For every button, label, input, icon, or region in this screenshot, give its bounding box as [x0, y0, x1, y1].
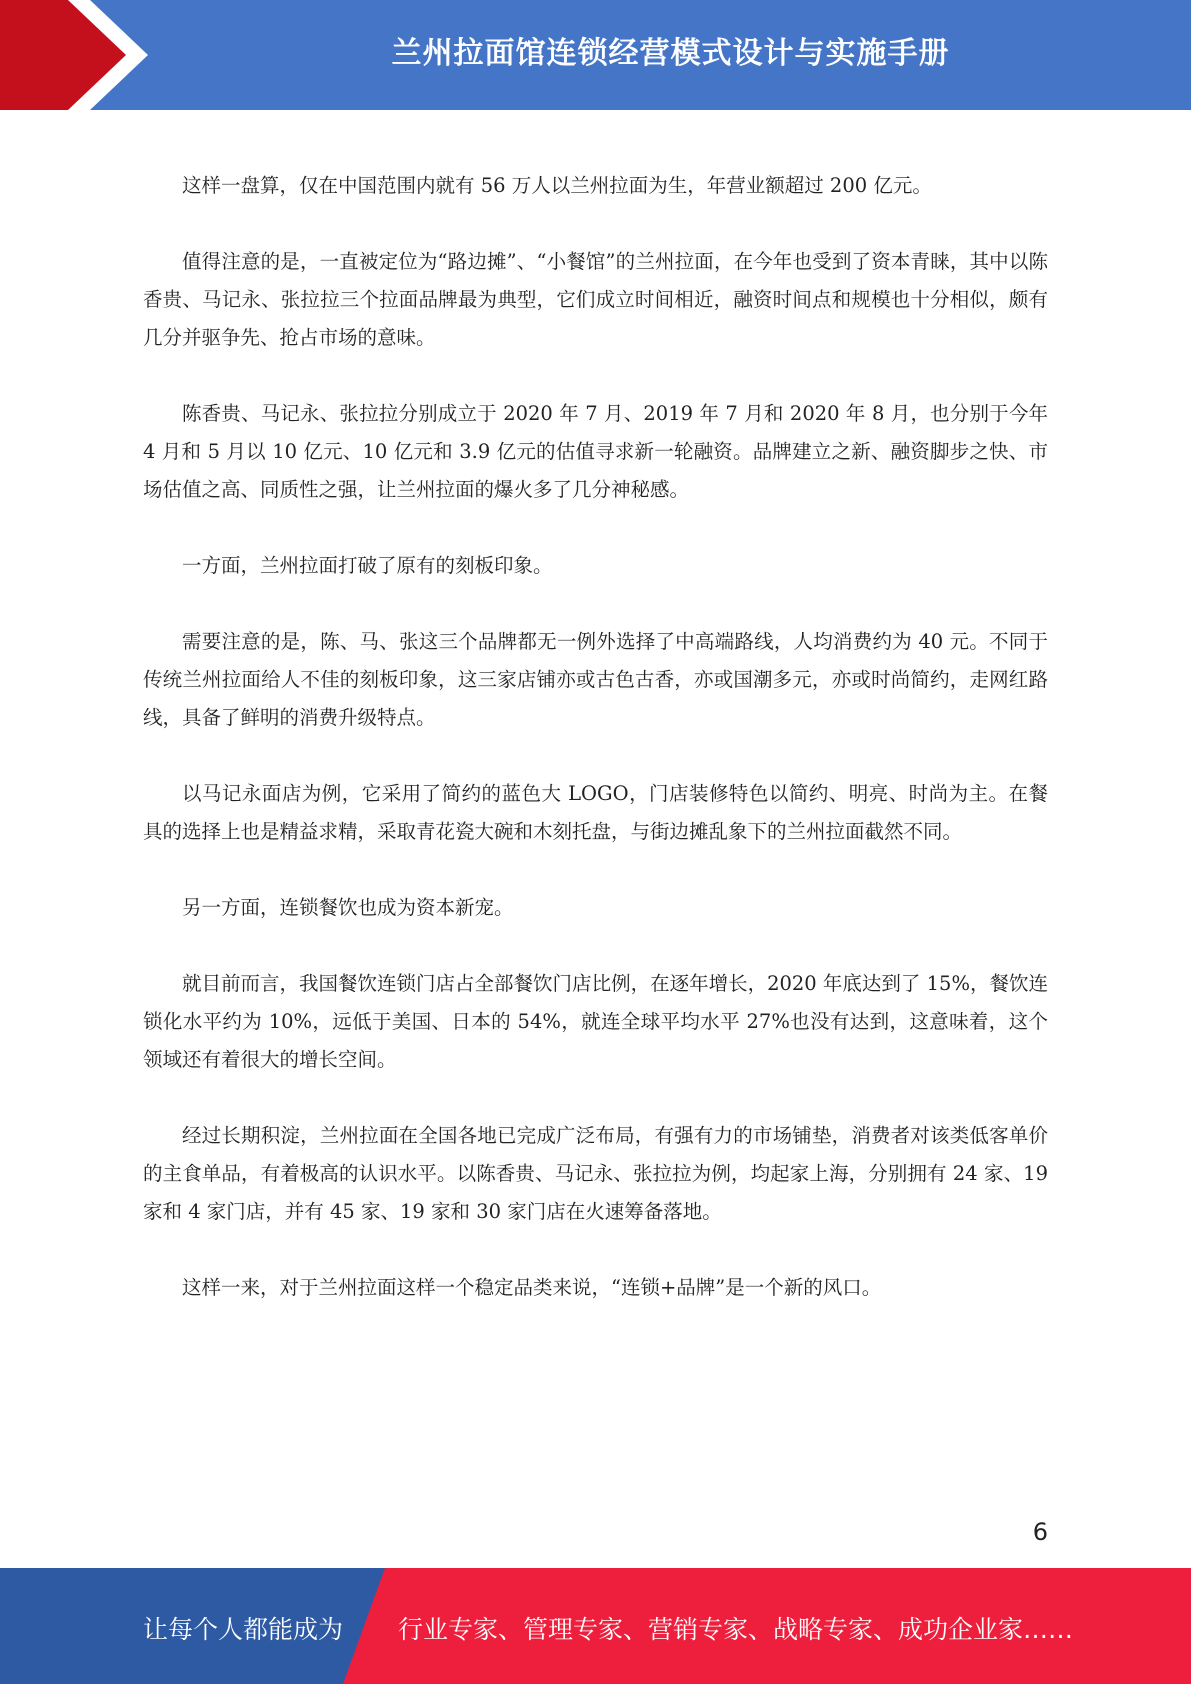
footer-slogan-right: 行业专家、管理专家、营销专家、战略专家、成功企业家……	[398, 1615, 1074, 1644]
footer-slogan-left: 让每个人都能成为	[143, 1615, 344, 1644]
paragraph: 需要注意的是，陈、马、张这三个品牌都无一例外选择了中高端路线，人均消费约为 40 元。不同于传统兰州拉面给人不佳的刻板印象，这三家店铺亦或古色古香，亦或国潮多元，亦或时尚简约，走网红路线，具备了鲜明的消费升级特点。	[143, 630, 1048, 729]
paragraph: 另一方面，连锁餐饮也成为资本新宠。	[182, 896, 514, 919]
paragraph: 值得注意的是，一直被定位为“路边摊”、“小餐馆”的兰州拉面，在今年也受到了资本青睐，其中以陈香贵、马记永、张拉拉三个拉面品牌最为典型，它们成立时间相近，融资时间点和规模也十分相似，颇有几分并驱争先、抢占市场的意味。	[143, 250, 1048, 349]
paragraph: 这样一来，对于兰州拉面这样一个稳定品类来说，“连锁+品牌”是一个新的风口。	[182, 1276, 882, 1299]
paragraph: 这样一盘算，仅在中国范围内就有 56 万人以兰州拉面为生，年营业额超过 200 亿元。	[182, 174, 932, 197]
paragraph: 经过长期积淀，兰州拉面在全国各地已完成广泛布局，有强有力的市场铺垫，消费者对该类低客单价的主食单品，有着极高的认识水平。以陈香贵、马记永、张拉拉为例，均起家上海，分别拥有 24 家、19 家和 4 家门店，并有 45 家、19 家和 30 家门店在火速筹备落地。	[143, 1124, 1048, 1223]
page-footer	[0, 1568, 1191, 1684]
page-title: 兰州拉面馆连锁经营模式设计与实施手册	[391, 36, 950, 71]
paragraph: 就目前而言，我国餐饮连锁门店占全部餐饮门店比例，在逐年增长，2020 年底达到了 15%，餐饮连锁化水平约为 10%，远低于美国、日本的 54%，就连全球平均水平 27%也没有达到，这意味着，这个领域还有着很大的增长空间。	[143, 972, 1048, 1071]
page-header	[0, 0, 1191, 110]
paragraph: 以马记永面店为例，它采用了简约的蓝色大 LOGO，门店装修特色以简约、明亮、时尚为主。在餐具的选择上也是精益求精，采取青花瓷大碗和木刻托盘，与街边摊乱象下的兰州拉面截然不同。	[143, 782, 1048, 843]
article-body	[143, 167, 1048, 1345]
paragraph: 一方面，兰州拉面打破了原有的刻板印象。	[182, 554, 553, 577]
page-number: 6	[1032, 1518, 1048, 1546]
paragraph: 陈香贵、马记永、张拉拉分别成立于 2020 年 7 月、2019 年 7 月和 2020 年 8 月，也分别于今年 4 月和 5 月以 10 亿元、10 亿元和 3.9 亿元的估值寻求新一轮融资。品牌建立之新、融资脚步之快、市场估值之高、同质性之强，让兰州拉面的爆火多了几分神秘感。	[143, 402, 1048, 501]
